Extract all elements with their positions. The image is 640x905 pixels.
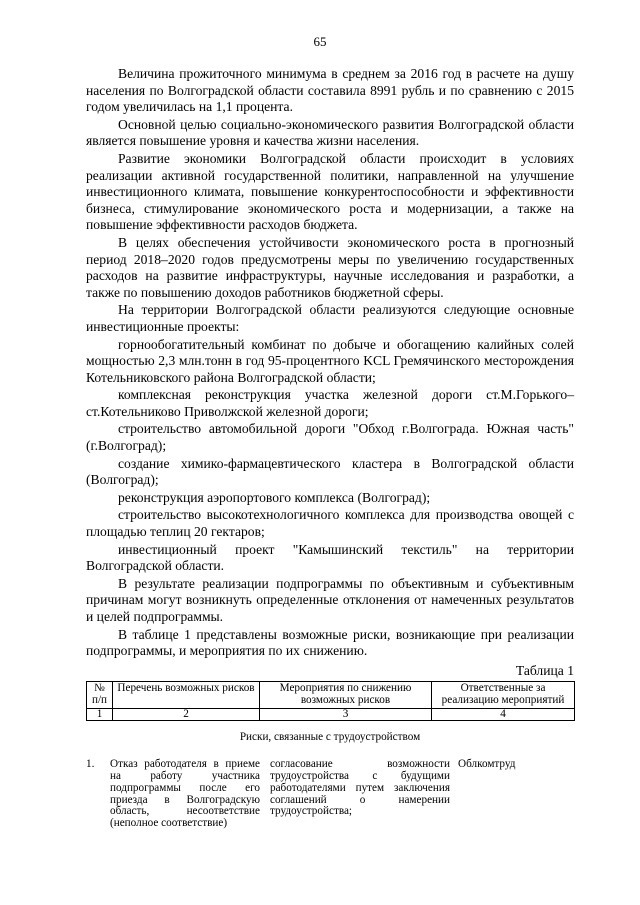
table-cell: 3 [260,708,432,720]
list-item-project: строительство автомобильной дороги "Обход г.Волгограда. Южная часть" (г.Волгоград); [86,421,574,454]
table-row [86,759,574,830]
page-number: 65 [313,34,327,49]
paragraph-projects-intro: На территории Волгоградской области реализуются следующие основные инвестиционные проекты: [86,302,574,334]
list-item-project: горнообогатительный комбинат по добыче и обогащению калийных солей мощностью 2,3 млн.тонн в год 95-процентного KCL Гремячинского месторождения Котельниковского района Волгоградской области; [86,336,574,385]
table-cell: 4 [432,708,575,720]
row-measure: согласование возможности трудоустройства с будущими работодателями путем заключения соглашений о намерении трудоустройства; [270,758,450,818]
column-header-responsible: Ответственные за реализацию мероприятий [432,682,575,708]
table-index-row [87,708,575,720]
list-item-project: инвестиционный проект "Камышинский текстиль" на территории Волгоградской области. [86,541,574,574]
column-header-number: № п/п [87,682,113,708]
row-risk: Отказ работодателя в приеме на работу участника подпрограммы после его приезда в Волгоградскую область, несоответствие (неполное соответствие) [110,758,260,830]
list-item-project: создание химико-фармацевтического кластера в Волгоградской области (Волгоград); [86,455,574,488]
paragraph-economy-development: Развитие экономики Волгоградской области происходит в условиях реализации активной государственной политики, направленной на улучшение инвестиционного климата, повышение конкурентоспособности и эффективности бизнеса, стимулирование экономического роста и модернизации, а также на повышение эффективности расходов бюджета. [86,150,574,233]
paragraph-table-intro: В таблице 1 представлены возможные риски, возникающие при реализации подпрограммы, и мероприятия по их снижению. [86,626,574,659]
section-caption: Риски, связанные с трудоустройством [239,730,421,743]
row-responsible: Облкомтруд [458,758,516,771]
list-item-project: реконструкция аэропортового комплекса (Волгоград); [118,489,431,505]
row-number: 1. [86,758,95,771]
paragraph-stability-measures: В целях обеспечения устойчивости экономического роста в прогнозный период 2018–2020 годов предусмотрены меры по увеличению государственных расходов на развитие инфраструктуры, научные исследования и разработки, а также по повышению доходов работников бюджетной сферы. [86,234,574,300]
document-body [86,66,574,830]
table-header-row [87,682,575,708]
paragraph-deviations: В результате реализации подпрограммы по объективным и субъективным причинам могут возникнуть определенные отклонения от намеченных результатов и целей подпрограммы. [86,575,574,624]
risk-table [86,681,575,720]
table-title: Таблица 1 [515,662,574,678]
paragraph-main-goal: Основной целью социально-экономического развития Волгоградской области является повышение уровня и качества жизни населения. [86,116,574,149]
table-cell: 2 [113,708,260,720]
list-item-project: строительство высокотехнологичного комплекса для производства овощей с площадью теплиц 20 гектаров; [86,507,574,540]
column-header-risks: Перечень возможных рисков [113,682,260,708]
column-header-measures: Мероприятия по снижению возможных рисков [260,682,432,708]
table-cell: 1 [87,708,113,720]
list-item-project: комплексная реконструкция участка железной дороги ст.М.Горького–ст.Котельниково Приволжской железной дороги; [86,387,574,419]
paragraph-living-wage: Величина прожиточного минимума в среднем за 2016 год в расчете на душу населения по Волгоградской области составила 8991 рубль и по сравнению с 2015 годом увеличилась на 1,1 процента. [86,66,574,115]
